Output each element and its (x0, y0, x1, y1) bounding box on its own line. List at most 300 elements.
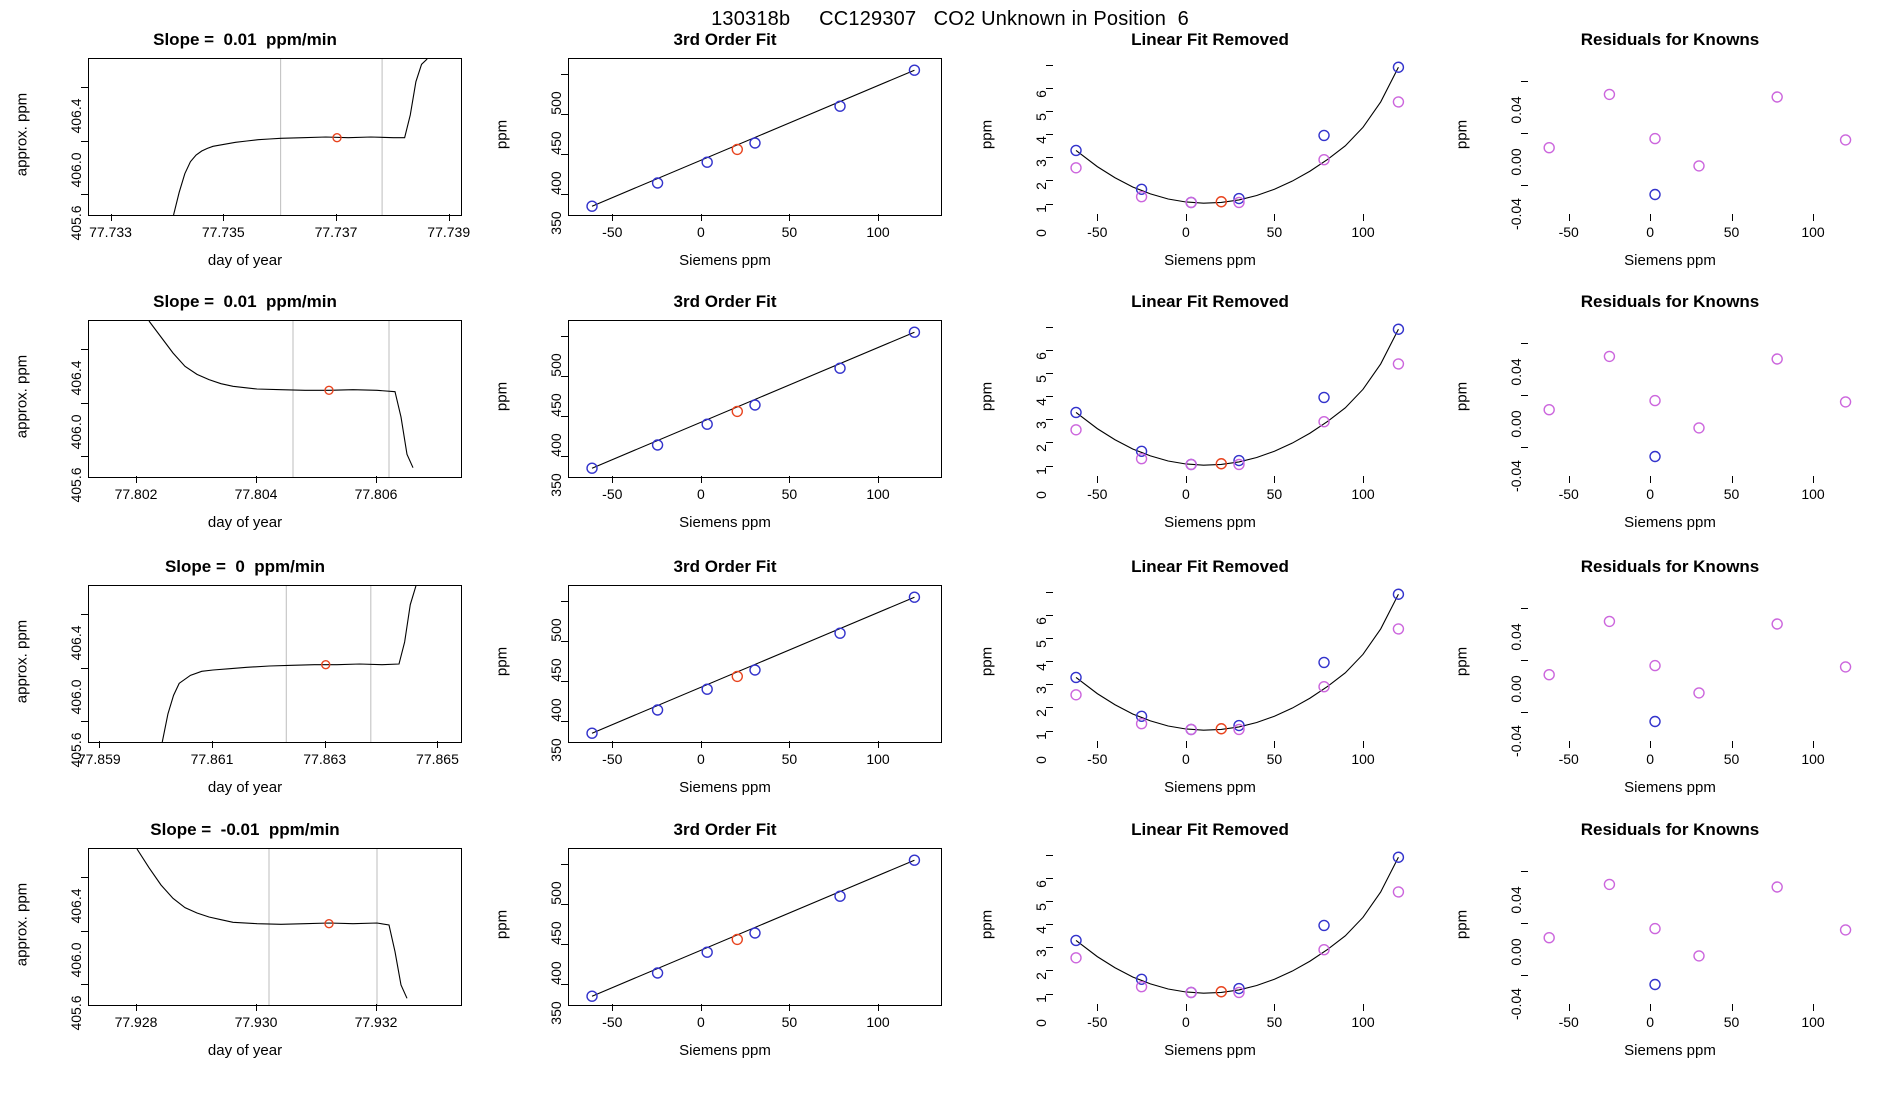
x-tick (1650, 214, 1651, 221)
x-tick-label: 50 (1266, 751, 1283, 767)
x-axis-label: Siemens ppm (1624, 779, 1716, 796)
data-point (653, 440, 663, 450)
panel-title-r1c3: Linear Fit Removed (1131, 30, 1289, 49)
data-point (1650, 452, 1660, 462)
y-tick-label: 450 (548, 658, 564, 682)
data-point (909, 855, 919, 865)
panel-r2c4 (1450, 292, 1890, 554)
y-tick-label: -0.04 (1508, 460, 1524, 493)
y-tick-label: 400 (548, 961, 564, 985)
y-tick-label: 0.00 (1508, 410, 1524, 439)
plot-canvas-r1c1 (89, 59, 461, 215)
x-tick-label: 0 (1181, 486, 1190, 502)
y-tick-label: 450 (548, 131, 564, 155)
data-point (653, 968, 663, 978)
x-tick (1732, 741, 1733, 748)
plot-area-r4c4 (1528, 848, 1870, 1004)
x-tick (1813, 476, 1814, 483)
plot-area-r1c2 (568, 58, 942, 216)
data-point (750, 928, 760, 938)
data-point (1650, 717, 1660, 727)
x-tick-label: 0 (696, 224, 705, 240)
y-tick-label: 406.4 (68, 625, 84, 661)
x-tick (701, 476, 702, 483)
x-tick-label: 50 (1723, 751, 1740, 767)
data-point (909, 327, 919, 337)
x-tick (612, 741, 613, 748)
plot-canvas-r4c1 (89, 849, 461, 1005)
panel-r1c1 (10, 30, 480, 292)
y-axis-label: ppm (978, 646, 996, 677)
data-point (1650, 134, 1660, 144)
x-tick-label: 77.861 (190, 751, 234, 767)
x-axis-label: Siemens ppm (679, 514, 771, 531)
x-tick-label: 77.802 (114, 486, 158, 502)
data-point (1393, 359, 1403, 369)
data-point (1841, 397, 1851, 407)
y-axis-label: approx. ppm (13, 92, 31, 177)
y-tick-label: -0.04 (1508, 725, 1524, 758)
y-tick-label: 0.04 (1508, 623, 1524, 652)
y-tick-label: 350 (548, 211, 564, 235)
x-tick-label: 100 (866, 486, 890, 502)
y-tick-label: 6 (1033, 617, 1049, 625)
x-tick (437, 741, 438, 748)
panel-title-r3c1: Slope = 0 ppm/min (164, 557, 326, 576)
y-tick-label: 5 (1033, 903, 1049, 911)
x-tick (1813, 1004, 1814, 1011)
x-tick (612, 214, 613, 221)
x-tick-label: 77.863 (303, 751, 347, 767)
panel-title-r2c4: Residuals for Knowns (1580, 292, 1760, 311)
x-tick (1732, 1004, 1733, 1011)
x-tick-label: 100 (1351, 751, 1375, 767)
x-tick (878, 476, 879, 483)
data-point (1772, 619, 1782, 629)
y-tick-label: 400 (548, 433, 564, 457)
x-tick (136, 476, 137, 483)
x-tick (701, 741, 702, 748)
panel-title-r3c3: Linear Fit Removed (1131, 557, 1289, 576)
data-point (1544, 670, 1554, 680)
x-tick (1569, 741, 1570, 748)
x-tick (612, 1004, 613, 1011)
data-point (1137, 982, 1147, 992)
x-tick (789, 1004, 790, 1011)
data-trace (149, 321, 413, 468)
y-tick-label: -0.04 (1508, 988, 1524, 1021)
x-axis-label: Siemens ppm (1624, 252, 1716, 269)
y-tick-label: -0.04 (1508, 198, 1524, 231)
y-tick-label: 0.04 (1508, 886, 1524, 915)
y-tick-label: 500 (548, 618, 564, 642)
y-axis-label: ppm (1453, 646, 1471, 677)
x-tick-label: 0 (696, 486, 705, 502)
y-tick-label: 406.0 (68, 152, 84, 188)
x-tick-label: 0 (1646, 751, 1655, 767)
panel-title-r2c1: Slope = 0.01 ppm/min (153, 292, 337, 311)
x-tick (1363, 741, 1364, 748)
data-point (732, 144, 742, 154)
y-tick-label: 3 (1033, 686, 1049, 695)
x-tick-label: 50 (781, 224, 798, 240)
data-point (732, 671, 742, 681)
x-tick (449, 214, 450, 221)
data-point (1694, 688, 1704, 698)
plot-area-r2c4 (1528, 320, 1870, 476)
y-tick-label: 4 (1033, 136, 1049, 145)
x-tick-label: -50 (1558, 751, 1579, 767)
y-tick-label: 6 (1033, 880, 1049, 888)
x-tick (1274, 741, 1275, 748)
plot-area-r1c4 (1528, 58, 1870, 214)
x-tick-label: 77.733 (89, 224, 132, 240)
panel-r3c1 (10, 557, 480, 819)
x-axis-label: day of year (207, 514, 283, 531)
data-point (1137, 192, 1147, 202)
x-tick (223, 214, 224, 221)
data-point (1071, 425, 1081, 435)
x-tick (1097, 214, 1098, 221)
panel-r2c1 (10, 292, 480, 554)
x-tick (1186, 741, 1187, 748)
y-tick-label: 0.04 (1508, 358, 1524, 387)
x-tick-label: 77.739 (427, 224, 471, 240)
data-point (702, 419, 712, 429)
x-tick (701, 1004, 702, 1011)
panel-r2c2 (490, 292, 960, 554)
plot-area-r4c3 (1053, 848, 1425, 1004)
data-point (835, 101, 845, 111)
panel-title-r1c4: Residuals for Knowns (1580, 30, 1760, 49)
x-tick (212, 741, 213, 748)
x-axis-label: Siemens ppm (1164, 252, 1256, 269)
x-tick (1363, 214, 1364, 221)
x-tick (1813, 741, 1814, 748)
x-tick-label: -50 (1087, 486, 1108, 502)
data-point (1393, 887, 1403, 897)
y-tick-label: 450 (548, 921, 564, 945)
x-tick (111, 214, 112, 221)
plot-canvas-r3c1 (89, 586, 461, 742)
plot-area-r1c3 (1053, 58, 1425, 214)
y-tick-label: 2 (1033, 444, 1049, 453)
x-tick-label: 77.737 (314, 224, 358, 240)
y-tick-label: 500 (548, 881, 564, 905)
x-tick (1097, 741, 1098, 748)
data-trace (137, 849, 407, 998)
y-tick-label: 3 (1033, 949, 1049, 958)
panel-r1c3 (975, 30, 1445, 292)
x-tick-label: 100 (866, 224, 890, 240)
data-point (1071, 690, 1081, 700)
data-point (1319, 657, 1329, 667)
x-tick-label: -50 (602, 751, 623, 767)
panel-title-r1c2: 3rd Order Fit (673, 30, 777, 49)
x-tick-label: -50 (602, 224, 623, 240)
figure-title: 130318b CC129307 CO2 Unknown in Position 6 (711, 8, 1189, 30)
x-tick (376, 1004, 377, 1011)
data-point (1650, 980, 1660, 990)
x-axis-label: day of year (207, 779, 283, 796)
y-axis-label: ppm (493, 119, 511, 150)
data-point (750, 400, 760, 410)
plot-canvas-r1c3 (1053, 58, 1425, 214)
x-tick (1569, 214, 1570, 221)
x-tick-label: 0 (1181, 751, 1190, 767)
x-tick-label: 100 (1351, 224, 1375, 240)
x-tick-label: 100 (866, 1014, 890, 1030)
x-tick (1650, 1004, 1651, 1011)
data-point (1772, 92, 1782, 102)
y-tick-label: 500 (548, 353, 564, 377)
y-tick-label: 6 (1033, 90, 1049, 98)
x-tick-label: -50 (602, 1014, 623, 1030)
x-tick (1650, 741, 1651, 748)
x-tick-label: -50 (1558, 224, 1579, 240)
x-tick-label: 50 (1266, 1014, 1283, 1030)
x-tick (878, 214, 879, 221)
x-tick (878, 1004, 879, 1011)
plot-canvas-r1c4 (1528, 58, 1870, 214)
data-point (1071, 163, 1081, 173)
panel-title-r3c2: 3rd Order Fit (673, 557, 777, 576)
x-tick (1274, 476, 1275, 483)
plot-canvas-r3c2 (569, 586, 941, 742)
panel-title-r4c4: Residuals for Knowns (1580, 820, 1760, 839)
x-tick-label: 0 (696, 751, 705, 767)
x-axis-label: Siemens ppm (1164, 1042, 1256, 1059)
data-point (653, 178, 663, 188)
x-tick (1274, 214, 1275, 221)
panel-grid (0, 30, 1900, 1100)
panel-r4c2 (490, 820, 960, 1082)
y-tick-label: 0.00 (1508, 148, 1524, 177)
data-point (1393, 97, 1403, 107)
fit-curve (1076, 857, 1398, 993)
y-tick-label: 5 (1033, 375, 1049, 383)
data-point (702, 157, 712, 167)
x-tick-label: 77.806 (354, 486, 398, 502)
data-point (1319, 130, 1329, 140)
x-tick-label: 0 (1646, 486, 1655, 502)
panel-r3c2 (490, 557, 960, 819)
y-tick-label: 1 (1033, 467, 1049, 476)
x-tick (325, 741, 326, 748)
x-tick-label: 77.735 (201, 224, 245, 240)
x-tick-label: 0 (1181, 224, 1190, 240)
y-tick-label: 406.4 (68, 98, 84, 134)
panel-r3c4 (1450, 557, 1890, 819)
x-tick-label: 77.932 (354, 1014, 398, 1030)
y-tick-label: 406.0 (68, 414, 84, 450)
panel-title-r1c1: Slope = 0.01 ppm/min (153, 30, 337, 49)
y-axis-label: approx. ppm (13, 882, 31, 967)
y-axis-label: ppm (978, 119, 996, 150)
x-axis-label: Siemens ppm (1624, 1042, 1716, 1059)
x-tick-label: 0 (1181, 1014, 1190, 1030)
data-point (1694, 423, 1704, 433)
data-point (1772, 354, 1782, 364)
x-tick-label: 100 (1351, 486, 1375, 502)
x-axis-label: day of year (207, 252, 283, 269)
data-point (1650, 924, 1660, 934)
y-tick-label: 5 (1033, 113, 1049, 121)
data-point (1841, 135, 1851, 145)
x-tick-label: 77.804 (234, 486, 278, 502)
y-axis-label: ppm (493, 909, 511, 940)
x-tick (789, 214, 790, 221)
x-tick (136, 1004, 137, 1011)
data-point (1319, 392, 1329, 402)
x-tick-label: 100 (1351, 1014, 1375, 1030)
x-tick (1363, 1004, 1364, 1011)
plot-canvas-r2c2 (569, 321, 941, 477)
y-tick-label: 1 (1033, 995, 1049, 1004)
panel-r4c3 (975, 820, 1445, 1082)
y-tick-label: 405.6 (68, 205, 84, 241)
panel-title-r2c3: Linear Fit Removed (1131, 292, 1289, 311)
y-tick-label: 406.4 (68, 360, 84, 396)
data-point (835, 891, 845, 901)
plot-area-r2c1 (88, 320, 462, 478)
x-tick-label: 0 (1646, 224, 1655, 240)
data-trace (162, 586, 416, 742)
data-point (909, 65, 919, 75)
data-point (1071, 953, 1081, 963)
data-point (1694, 951, 1704, 961)
y-tick-label: 350 (548, 473, 564, 497)
x-tick-label: 50 (1266, 486, 1283, 502)
plot-area-r2c2 (568, 320, 942, 478)
x-tick (256, 476, 257, 483)
y-tick-label: 0 (1033, 228, 1049, 237)
x-tick (878, 741, 879, 748)
x-tick-label: 50 (781, 486, 798, 502)
plot-canvas-r3c4 (1528, 585, 1870, 741)
y-axis-label: ppm (1453, 909, 1471, 940)
plot-area-r2c3 (1053, 320, 1425, 476)
x-tick (1097, 476, 1098, 483)
y-tick-label: 5 (1033, 640, 1049, 648)
data-point (835, 628, 845, 638)
x-tick (336, 214, 337, 221)
y-tick-label: 4 (1033, 926, 1049, 935)
y-tick-label: 1 (1033, 732, 1049, 741)
panel-r2c3 (975, 292, 1445, 554)
x-tick-label: -50 (1558, 1014, 1579, 1030)
plot-area-r3c1 (88, 585, 462, 743)
data-point (1841, 925, 1851, 935)
x-tick-label: 100 (1801, 1014, 1825, 1030)
x-axis-label: Siemens ppm (1164, 514, 1256, 531)
y-axis-label: ppm (1453, 381, 1471, 412)
data-point (1544, 143, 1554, 153)
y-tick-label: 2 (1033, 972, 1049, 981)
data-point (1694, 161, 1704, 171)
data-point (1650, 396, 1660, 406)
plot-area-r3c4 (1528, 585, 1870, 741)
x-tick (1732, 476, 1733, 483)
plot-canvas-r1c2 (569, 59, 941, 215)
panel-title-r2c2: 3rd Order Fit (673, 292, 777, 311)
x-tick (376, 476, 377, 483)
y-axis-label: ppm (493, 381, 511, 412)
y-tick-label: 0 (1033, 1018, 1049, 1027)
x-tick-label: 0 (1646, 1014, 1655, 1030)
x-tick (1186, 214, 1187, 221)
x-tick (1097, 1004, 1098, 1011)
x-tick-label: 100 (1801, 486, 1825, 502)
data-point (1650, 190, 1660, 200)
x-tick-label: -50 (1087, 224, 1108, 240)
fit-curve (1076, 329, 1398, 465)
x-tick (99, 741, 100, 748)
x-tick (1569, 476, 1570, 483)
data-point (1319, 920, 1329, 930)
data-point (1604, 616, 1614, 626)
data-point (1772, 882, 1782, 892)
panel-r1c2 (490, 30, 960, 292)
y-tick-label: 0.00 (1508, 675, 1524, 704)
data-point (702, 684, 712, 694)
panel-r3c3 (975, 557, 1445, 819)
panel-title-r4c3: Linear Fit Removed (1131, 820, 1289, 839)
y-tick-label: 1 (1033, 205, 1049, 214)
x-tick-label: -50 (1087, 751, 1108, 767)
y-tick-label: 3 (1033, 159, 1049, 168)
plot-canvas-r2c3 (1053, 320, 1425, 476)
x-tick-label: 100 (866, 751, 890, 767)
x-tick-label: 50 (1266, 224, 1283, 240)
x-tick-label: 50 (1723, 1014, 1740, 1030)
x-tick (1186, 1004, 1187, 1011)
y-tick-label: 406.0 (68, 942, 84, 978)
y-tick-label: 406.4 (68, 888, 84, 924)
data-point (1604, 879, 1614, 889)
x-tick-label: -50 (1558, 486, 1579, 502)
x-tick-label: 50 (1723, 486, 1740, 502)
data-point (1841, 662, 1851, 672)
y-tick-label: 500 (548, 91, 564, 115)
x-tick (1186, 476, 1187, 483)
panel-r4c4 (1450, 820, 1890, 1082)
plot-area-r4c1 (88, 848, 462, 1006)
x-tick (1569, 1004, 1570, 1011)
data-point (1650, 661, 1660, 671)
fit-curve (1076, 594, 1398, 730)
plot-canvas-r2c4 (1528, 320, 1870, 476)
plot-canvas-r4c3 (1053, 848, 1425, 1004)
y-tick-label: 4 (1033, 663, 1049, 672)
data-point (909, 592, 919, 602)
panel-title-r4c1: Slope = -0.01 ppm/min (150, 820, 340, 839)
panel-r4c1 (10, 820, 480, 1082)
x-tick-label: 50 (781, 1014, 798, 1030)
y-tick-label: 2 (1033, 182, 1049, 191)
x-axis-label: Siemens ppm (679, 252, 771, 269)
plot-canvas-r2c1 (89, 321, 461, 477)
data-point (702, 947, 712, 957)
x-tick-label: 77.865 (416, 751, 459, 767)
plot-canvas-r3c3 (1053, 585, 1425, 741)
data-point (750, 665, 760, 675)
data-point (1544, 933, 1554, 943)
x-tick-label: 0 (696, 1014, 705, 1030)
y-axis-label: ppm (1453, 119, 1471, 150)
x-tick (701, 214, 702, 221)
y-tick-label: 400 (548, 698, 564, 722)
